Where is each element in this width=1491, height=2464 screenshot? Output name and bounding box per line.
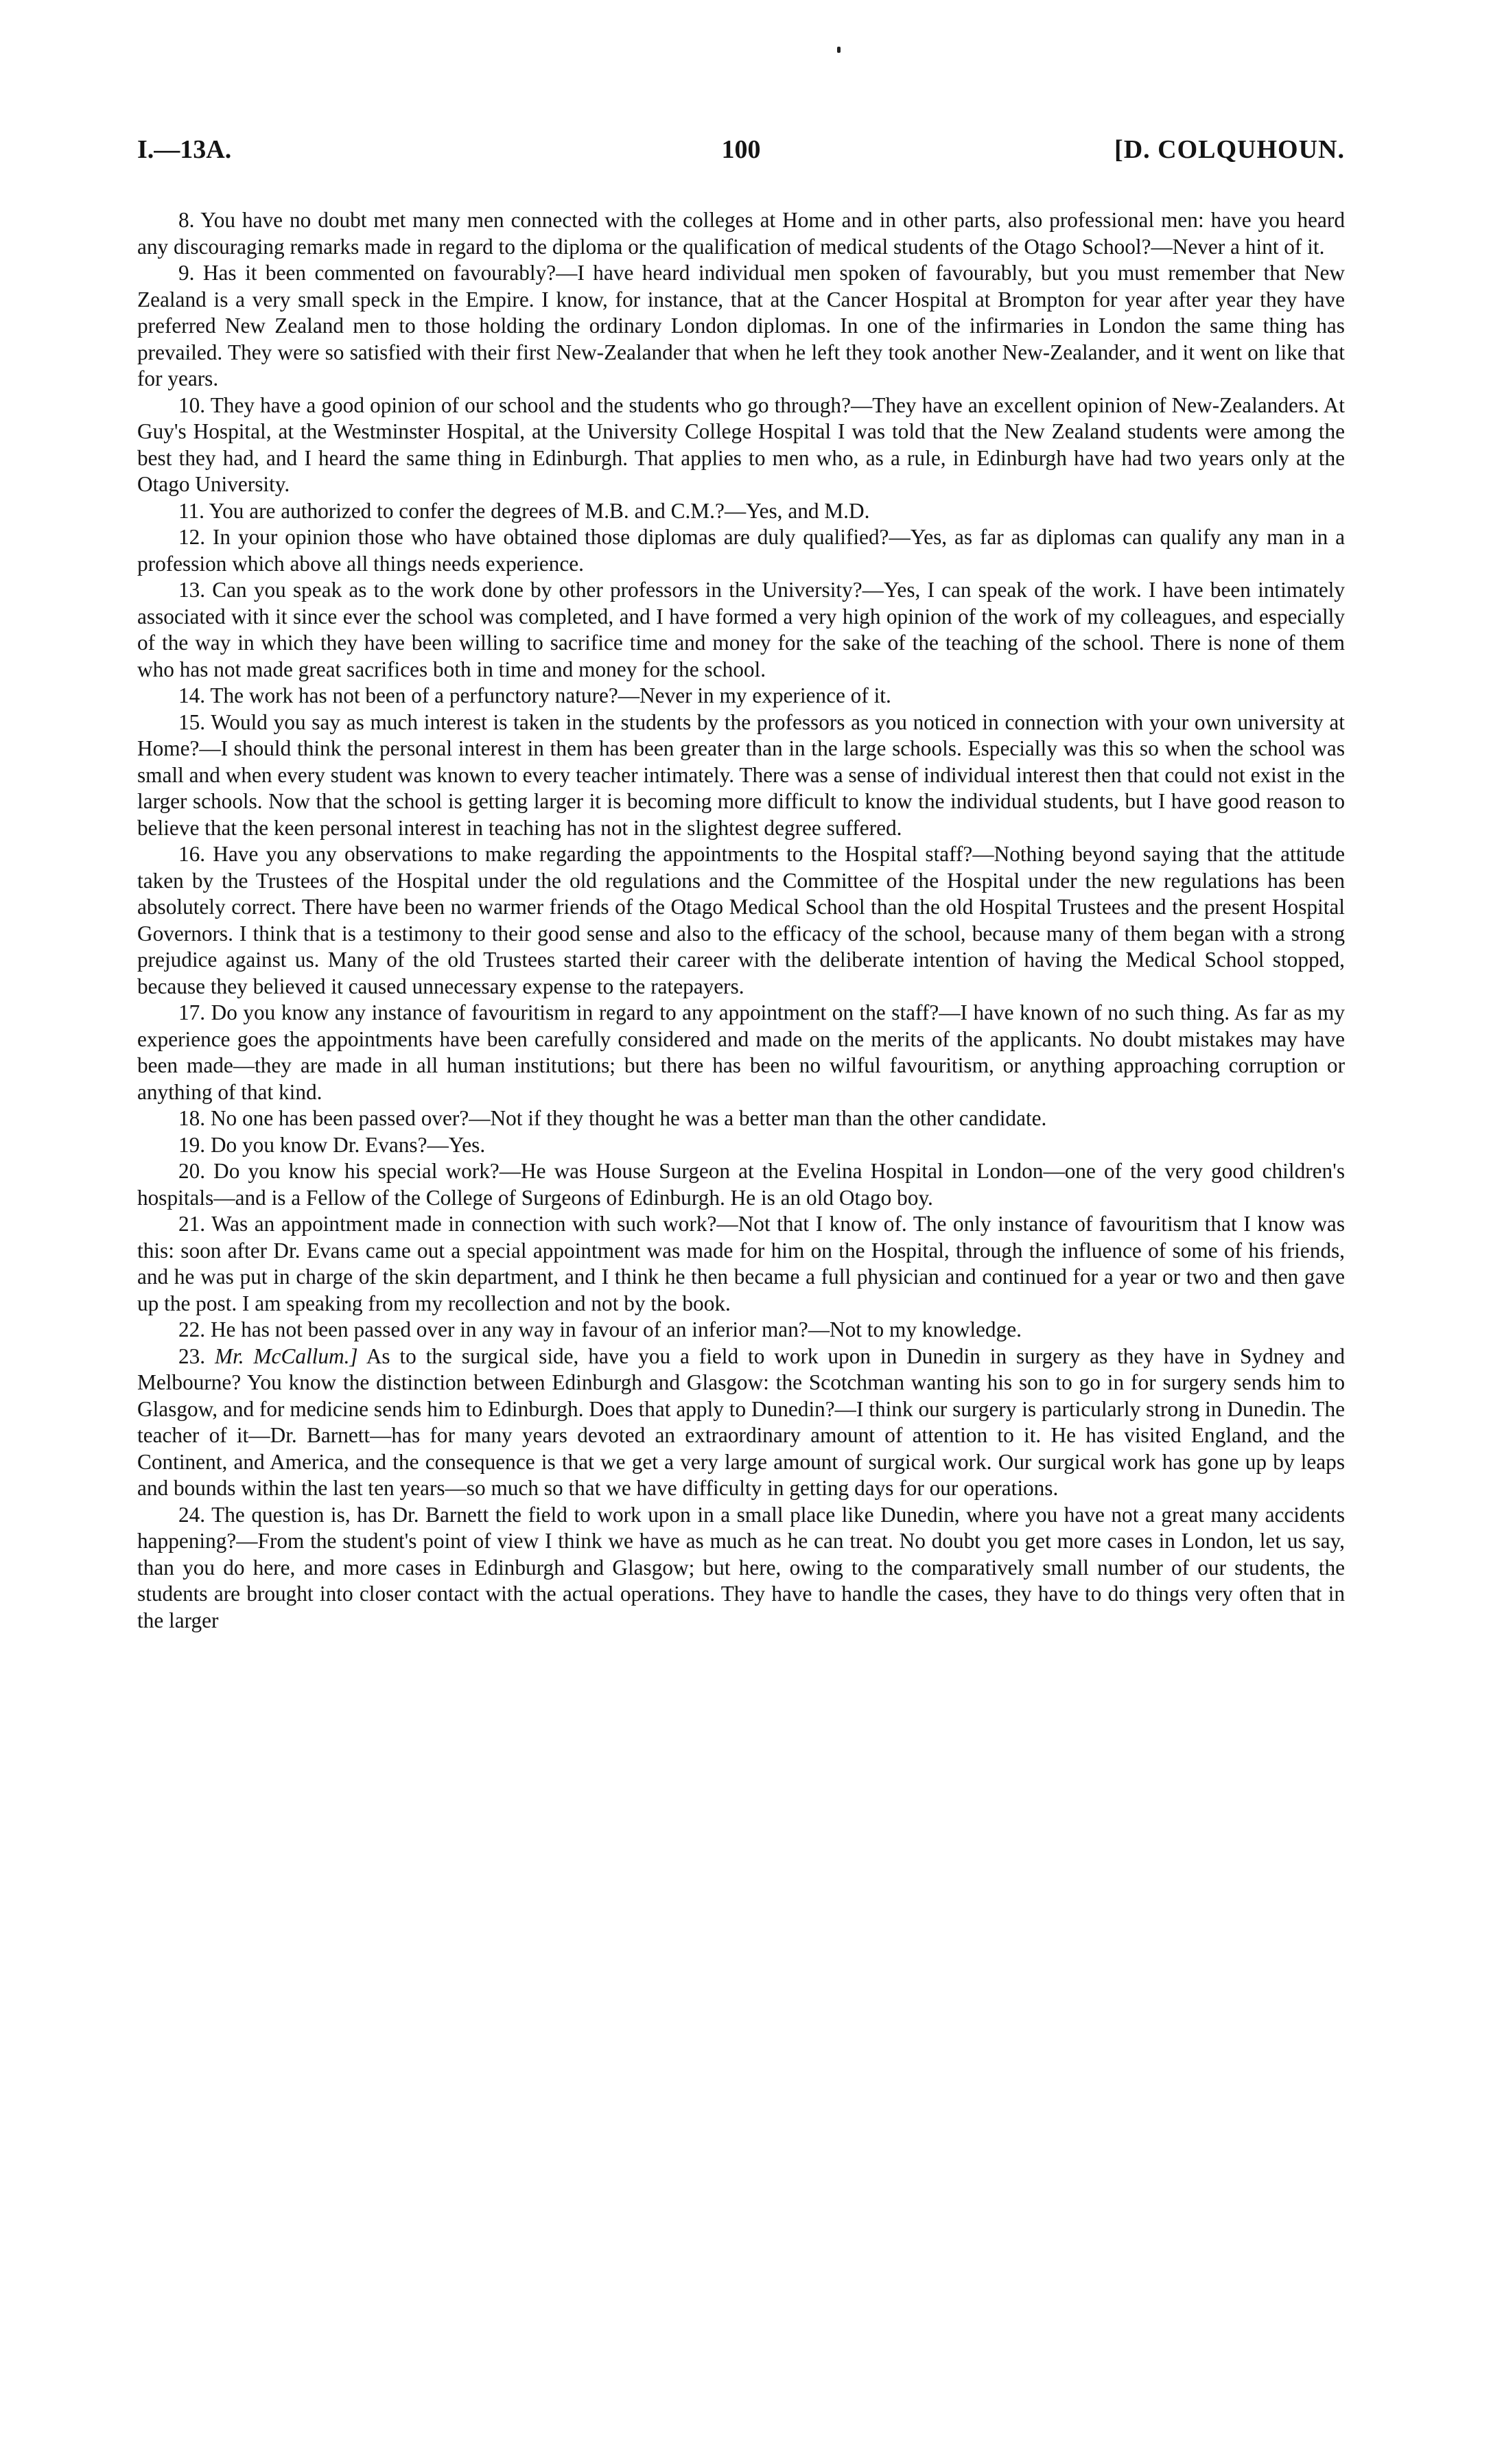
question-paragraph-8: 8. You have no doubt met many men connected with the colleges at Home and in other parts, also professional men: have you heard any discouraging remarks made in regard to the diploma or the qualification of medical students of the Otago School?—Never a hint of it.: [137, 208, 1345, 259]
question-paragraph-10: 10. They have a good opinion of our school and the students who go through?—They have an excellent opinion of New-Zealanders. At Guy's Hospital, at the Westminster Hospital, at the University College Hospital I was told that the New Zealand students were among the best they had, and I heard the same thing in Edinburgh. That applies to men who, as a rule, in Edinburgh have had two years only at the Otago University.: [137, 392, 1345, 496]
print-speck: [837, 47, 841, 53]
question-paragraph-12: 12. In your opinion those who have obtained those diplomas are duly qualified?—Yes, as far as diplomas can qualify any man in a profession which above all things needs experience.: [137, 525, 1345, 576]
question-number: 23.: [178, 1344, 206, 1368]
witness-name: [D. COLQUHOUN.: [1114, 135, 1345, 164]
question-paragraph-21: 21. Was an appointment made in connection with such work?—Not that I know of. The only instance of favouritism that I know was this: soon after Dr. Evans came out a special appointment was made for him on the Hospital, through the influence of some of his friends, and he was put in charge of the skin department, and I think he then became a full physician and continued for a year or two and then gave up the post. I am speaking from my recollection and not by the book.: [137, 1212, 1345, 1315]
page-header: [137, 134, 1345, 176]
question-paragraph-11: 11. You are authorized to confer the degrees of M.B. and C.M.?—Yes, and M.D.: [178, 498, 870, 523]
question-paragraph-17: 17. Do you know any instance of favouritism in regard to any appointment on the staff?—I have known of no such thing. As far as my experience goes the appointments have been carefully considered and made on the merits of the applicants. No doubt mistakes may have been made—they are made in all human institutions; but there has been no wilful favouritism, or anything approaching corruption or anything of that kind.: [137, 1000, 1345, 1104]
question-text: As to the surgical side, have you a field to work upon in Dunedin in surgery as they have in Sydney and Melbourne? You know the distinction between Edinburgh and Glasgow: the Scotchman wanting his son to go in for surgery sends him to Glasgow, and for medicine sends him to Edinburgh. Does that apply to Dunedin?—I think our surgery is particularly strong in Dunedin. The teacher of it—Dr. Barnett—has for many years devoted an extraordinary amount of attention to it. He has visited England, and the Continent, and America, and the consequence is that we get a very large amount of surgical work. Our surgical work has gone up by leaps and bounds within the last ten years—so much so that we have difficulty in getting days for our operations.: [137, 1344, 1345, 1500]
question-paragraph-22: 22. He has not been passed over in any way in favour of an inferior man?—Not to my knowledge.: [178, 1317, 1022, 1341]
document-reference: I.—13A.: [137, 135, 232, 164]
question-paragraph-9: 9. Has it been commented on favourably?—I have heard individual men spoken of favourably, but you must remember that New Zealand is a very small speck in the Empire. I know, for instance, that at the Cancer Hospital at Brompton for year after year they have preferred New Zealand men to those holding the ordinary London diplomas. In one of the infirmaries in London the same thing has prevailed. They were so satisfied with their first New-Zealander that when he left they took another New-Zealander, and it went on like that for years.: [137, 261, 1345, 390]
testimony-body: [137, 207, 1345, 1634]
question-paragraph-19: 19. Do you know Dr. Evans?—Yes.: [178, 1132, 486, 1157]
question-paragraph-14: 14. The work has not been of a perfunctory nature?—Never in my experience of it.: [178, 683, 891, 707]
question-paragraph-20: 20. Do you know his special work?—He was House Surgeon at the Evelina Hospital in London—one of the very good children's hospitals—and is a Fellow of the College of Surgeons of Edinburgh. He is an old Otago boy.: [137, 1159, 1345, 1210]
page-number: 100: [721, 135, 761, 164]
speaker-name: Mr. McCallum.]: [215, 1344, 358, 1368]
question-paragraph-24: 24. The question is, has Dr. Barnett the field to work upon in a small place like Dunedin, where you have not a great many accidents happening?—From the student's point of view I think we have as much as he can treat. No doubt you get more cases in London, let us say, than you do here, and more cases in Edinburgh and Glasgow; but here, owing to the comparatively small number of our students, the students are brought into closer contact with the actual operations. They have to handle the cases, they have to do things very often that in the larger: [137, 1502, 1345, 1632]
question-paragraph-13: 13. Can you speak as to the work done by other professors in the University?—Yes, I can speak of the work. I have been intimately associated with it since ever the school was completed, and I have formed a very high opinion of the work of my colleagues, and especially of the way in which they have been willing to sacrifice time and money for the sake of the teaching of the school. There is none of them who has not made great sacrifices both in time and money for the school.: [137, 578, 1345, 681]
question-paragraph-23: [137, 1344, 1345, 1502]
question-paragraph-16: 16. Have you any observations to make regarding the appointments to the Hospital staff?—Nothing beyond saying that the attitude taken by the Trustees of the Hospital under the old regulations and the Committee of the Hospital under the new regulations has been absolutely correct. There have been no warmer friends of the Otago Medical School than the old Hospital Trustees and the present Hospital Governors. I think that is a testimony to their good sense and also to the efficacy of the school, because many of them began with a strong prejudice against us. Many of the old Trustees started their career with the deliberate intention of having the Medical School stopped, because they believed it caused unnecessary expense to the ratepayers.: [137, 842, 1345, 998]
question-paragraph-18: 18. No one has been passed over?—Not if they thought he was a better man than the other candidate.: [178, 1106, 1047, 1130]
question-paragraph-15: 15. Would you say as much interest is taken in the students by the professors as you noticed in connection with your own university at Home?—I should think the personal interest in them has been greater than in the large schools. Especially was this so when the school was small and when every student was known to every teacher intimately. There was a sense of individual interest then that could not exist in the larger schools. Now that the school is getting larger it is becoming more difficult to know the individual students, but I have good reason to believe that the keen personal interest in teaching has not in the slightest degree suffered.: [137, 709, 1345, 840]
document-page: [137, 0, 1345, 2464]
